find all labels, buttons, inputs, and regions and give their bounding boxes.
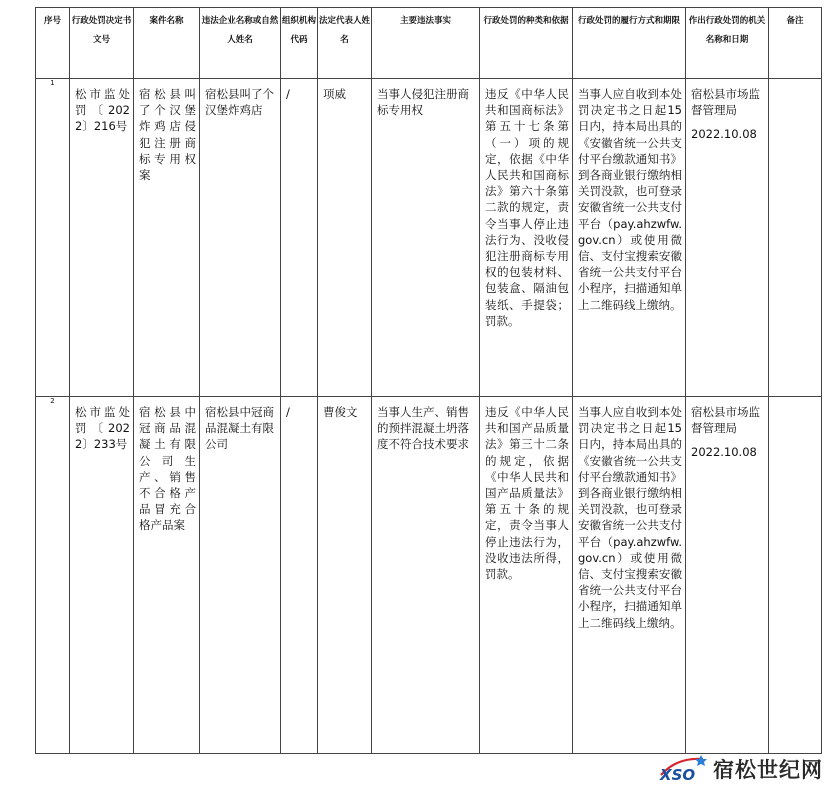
authority-name: 宿松县市场监督管理局 (691, 405, 760, 436)
cell-party: 宿松县叫了个汉堡炸鸡店 (200, 79, 281, 397)
cell-fulfillment: 当事人应自收到本处罚决定书之日起15日内，持本局出具的《安徽省统一公共支付平台缴款通知书》到各商业银行缴纳相关罚没款，也可登录安徽省统一公共支付平台（pay.ahzwfw.gov.cn）或使用微信、支付宝搜索安徽省统一公共支付平台小程序，扫描通知单上二维码线上缴纳。 (573, 79, 686, 397)
authority-name: 宿松县市场监督管理局 (691, 87, 760, 118)
cell-fulfillment: 当事人应自收到本处罚决定书之日起15日内，持本局出具的《安徽省统一公共支付平台缴款通知书》到各商业银行缴纳相关罚没款，也可登录安徽省统一公共支付平台（pay.ahzwfw.gov.cn）或使用微信、支付宝搜索安徽省统一公共支付平台小程序，扫描通知单上二维码线上缴纳。 (573, 397, 686, 754)
cell-basis: 违反《中华人民共和国商标法》第五十七条第（一）项的规定，依据《中华人民共和国商标法》第六十条第二款的规定，责令当事人停止违法行为、没收侵犯注册商标专用权的包装材料、包装盒、隔油包装纸、手提袋；罚款。 (480, 79, 573, 397)
cell-legal-rep: 项威 (318, 79, 372, 397)
cell-party: 宿松县中冠商品混凝土有限公司 (200, 397, 281, 754)
cell-facts: 当事人生产、销售的预拌混凝土坍落度不符合技术要求 (372, 397, 480, 754)
cell-seq: 1 (36, 79, 70, 397)
decision-date: 2022.10.08 (691, 445, 757, 460)
site-logo-icon (657, 753, 709, 785)
header-legal-rep: 法定代表人姓名 (318, 8, 372, 79)
cell-doc-no: 松市监处罚〔2022〕233号 (70, 397, 134, 754)
table-row (36, 79, 822, 397)
header-remark: 备注 (769, 8, 822, 79)
cell-case-name: 宿松县中冠商品混凝土有限公司生产、销售不合格产品冒充合格产品案 (134, 397, 200, 754)
cell-facts: 当事人侵犯注册商标专用权 (372, 79, 480, 397)
header-seq: 序号 (36, 8, 70, 79)
cell-authority-date (686, 397, 769, 754)
header-org-code: 组织机构代码 (281, 8, 318, 79)
table-row (36, 397, 822, 754)
header-facts: 主要违法事实 (372, 8, 480, 79)
header-doc-no: 行政处罚决定书文号 (70, 8, 134, 79)
cell-authority-date (686, 79, 769, 397)
cell-org-code: / (281, 397, 318, 754)
site-watermark (657, 753, 829, 785)
header-case-name: 案件名称 (134, 8, 200, 79)
penalty-table (35, 7, 822, 754)
cell-legal-rep: 曹俊文 (318, 397, 372, 754)
cell-remark (769, 397, 822, 754)
logo-text: XSO (660, 766, 696, 784)
header-row (36, 8, 822, 79)
header-basis: 行政处罚的种类和依据 (480, 8, 573, 79)
header-authority: 作出行政处罚的机关名称和日期 (686, 8, 769, 79)
cell-org-code: / (281, 79, 318, 397)
cell-doc-no: 松市监处罚〔2022〕216号 (70, 79, 134, 397)
cell-remark (769, 79, 822, 397)
cell-seq: 2 (36, 397, 70, 754)
cell-case-name: 宿松县叫了个汉堡炸鸡店侵犯注册商标专用权案 (134, 79, 200, 397)
decision-date: 2022.10.08 (691, 127, 757, 142)
site-name: 宿松世纪网 (713, 758, 823, 782)
header-fulfillment: 行政处罚的履行方式和期限 (573, 8, 686, 79)
cell-basis: 违反《中华人民共和国产品质量法》第三十二条的规定，依据《中华人民共和国产品质量法》第五十条的规定，责令当事人停止违法行为，没收违法所得，罚款。 (480, 397, 573, 754)
header-party: 违法企业名称或自然人姓名 (200, 8, 281, 79)
